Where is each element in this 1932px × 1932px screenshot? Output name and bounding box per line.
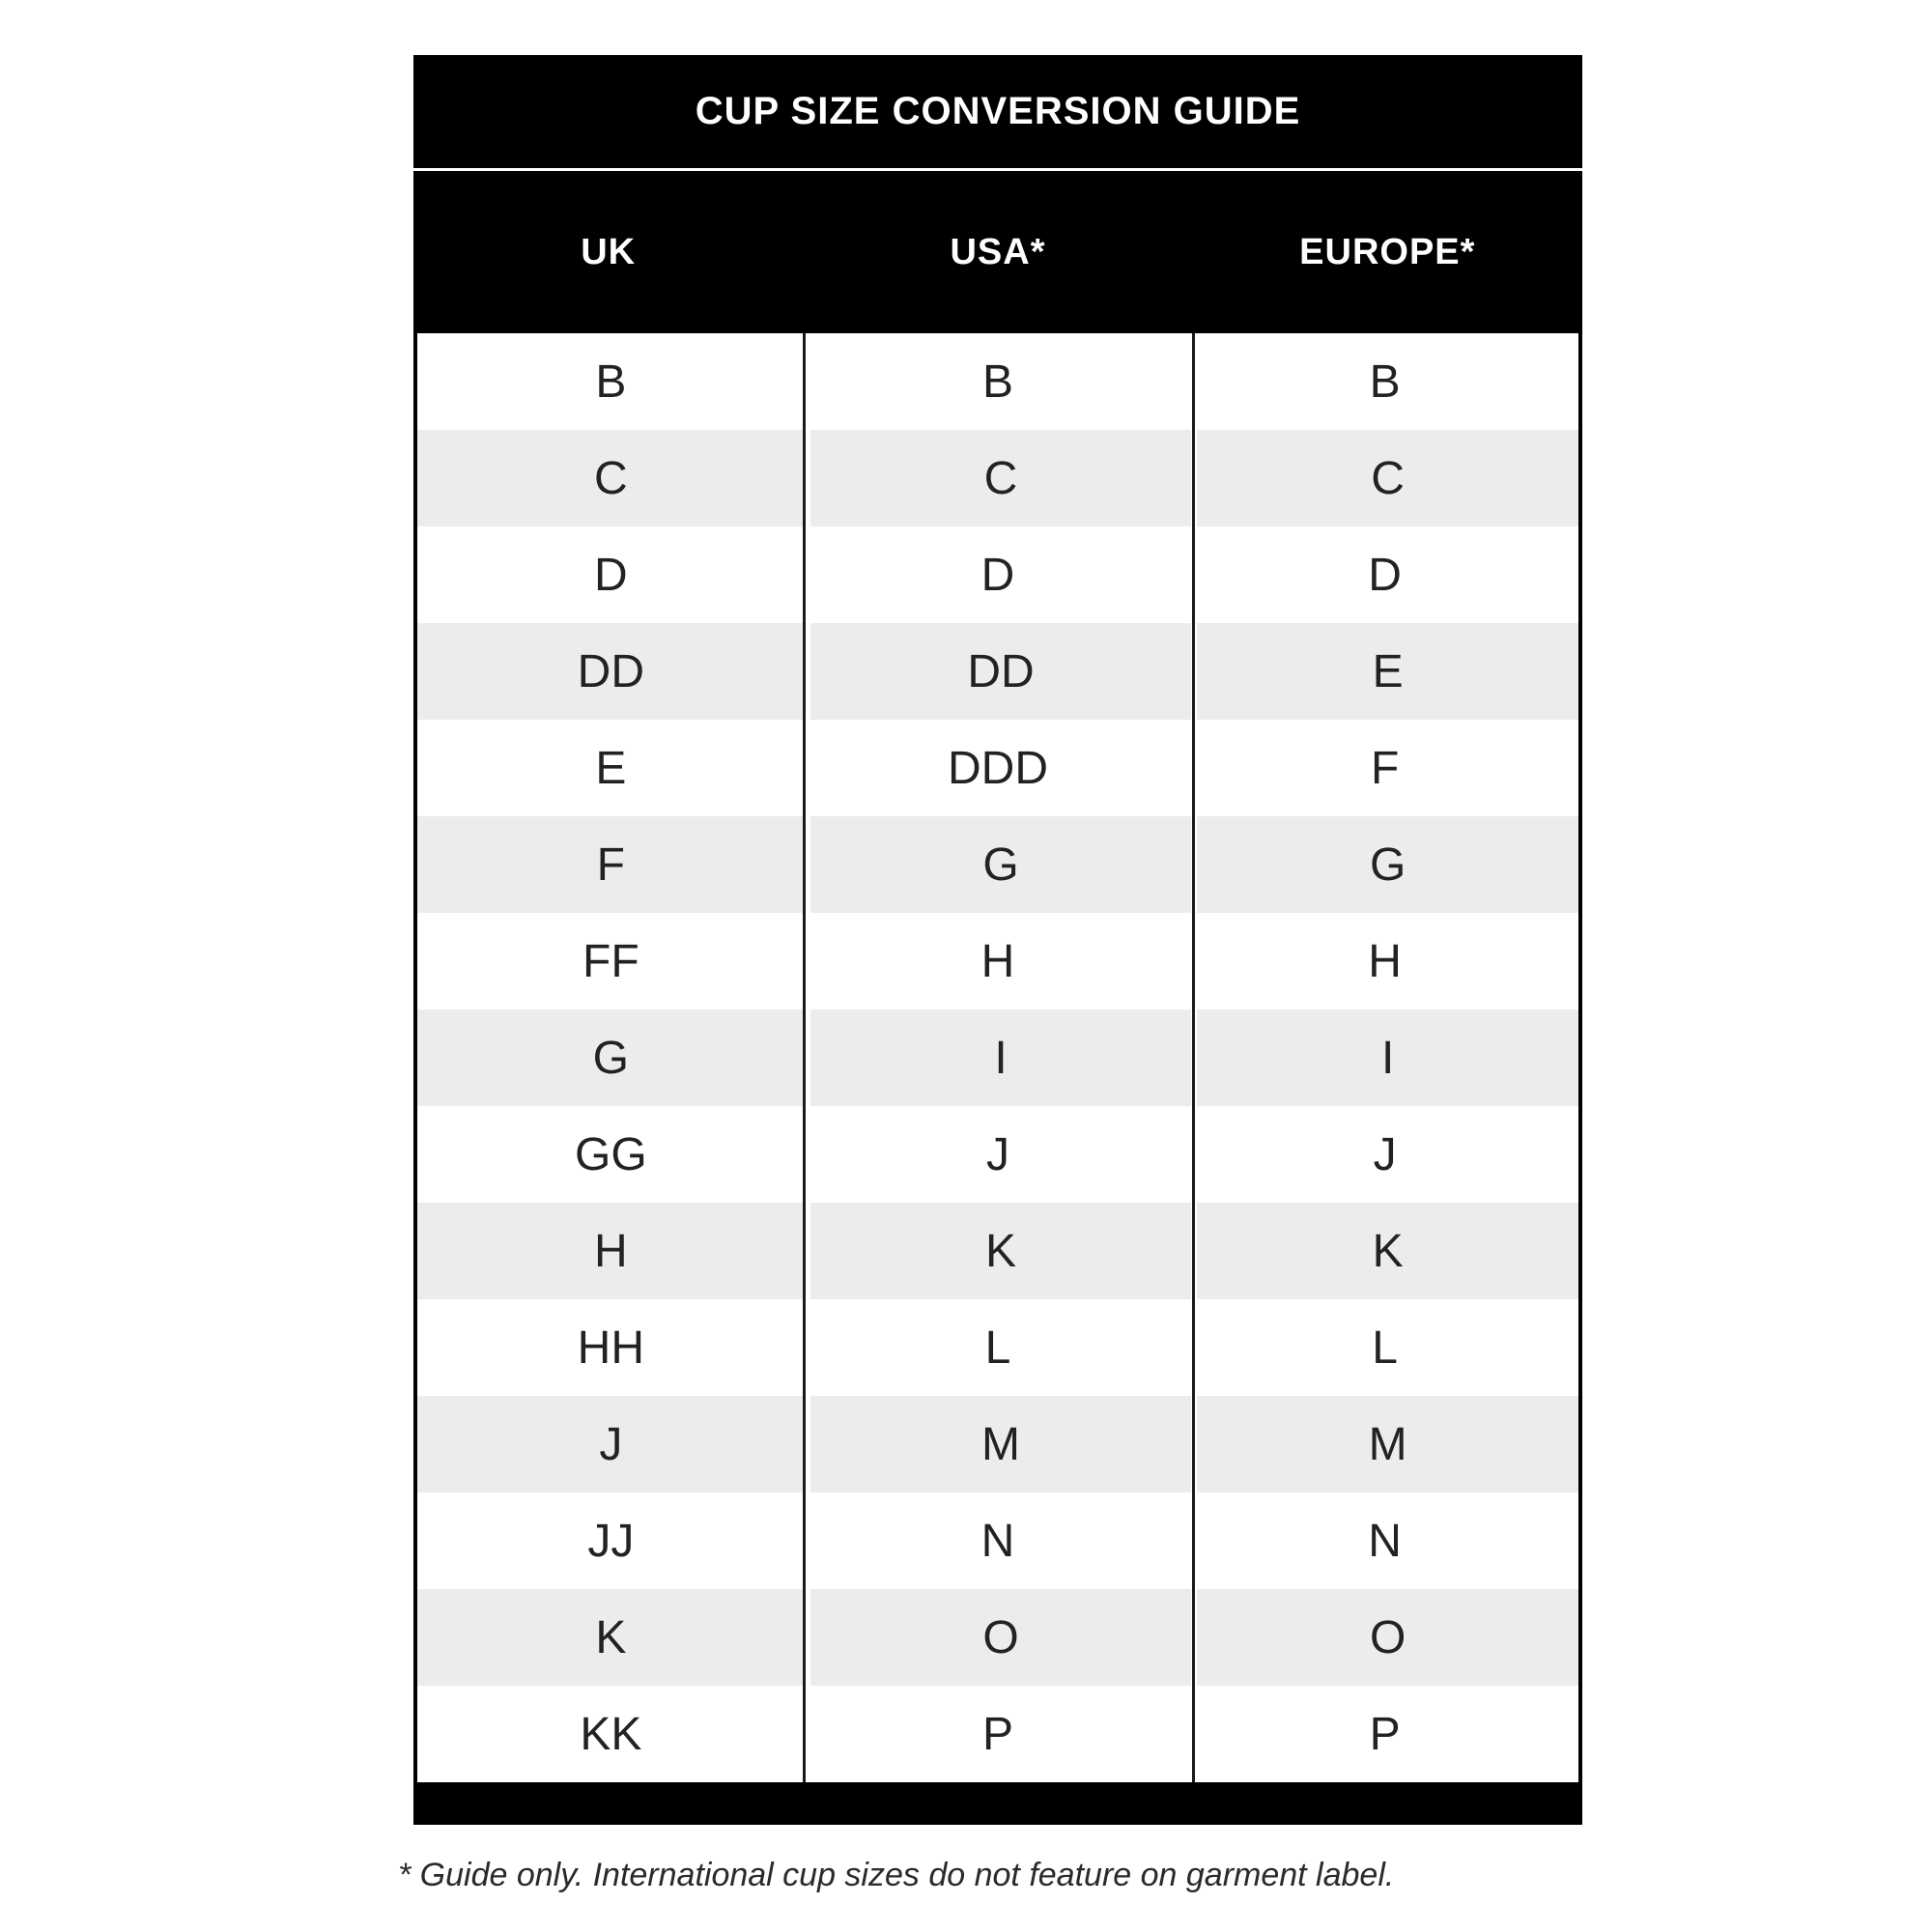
- cell-uk: DD: [417, 623, 805, 720]
- cell-uk: D: [593, 549, 628, 601]
- cell-uk: HH: [577, 1321, 644, 1374]
- cell-uk: C: [417, 430, 805, 526]
- table-row: [417, 1299, 1578, 1396]
- cell-europe: F: [1370, 742, 1400, 794]
- header-usa: USA*: [950, 231, 1046, 272]
- cell-uk: JJ: [587, 1515, 635, 1567]
- table-row: [417, 333, 1578, 430]
- cell-europe: E: [1191, 623, 1578, 720]
- cell-uk: F: [417, 816, 805, 913]
- cell-uk: KK: [580, 1708, 642, 1760]
- cell-uk: E: [595, 742, 627, 794]
- cell-usa: DD: [805, 623, 1192, 720]
- cell-usa: C: [805, 430, 1192, 526]
- cell-uk: B: [595, 355, 627, 408]
- table-row: [417, 1589, 1578, 1686]
- table-row: [417, 1396, 1578, 1492]
- table-row: [417, 526, 1578, 623]
- table-row: [417, 1106, 1578, 1203]
- table-row: [417, 913, 1578, 1009]
- footnote: * Guide only. International cup sizes do not feature on garment label.: [398, 1857, 1395, 1893]
- cell-uk: G: [417, 1009, 805, 1106]
- table-row: [417, 1009, 1578, 1106]
- cell-europe: B: [1369, 355, 1401, 408]
- cell-usa: G: [805, 816, 1192, 913]
- conversion-table: [413, 55, 1582, 1825]
- cell-uk: H: [417, 1203, 805, 1299]
- cell-europe: C: [1191, 430, 1578, 526]
- table-row: [417, 816, 1578, 913]
- table-row: [417, 720, 1578, 816]
- cell-uk: GG: [574, 1128, 647, 1180]
- cell-europe: J: [1373, 1128, 1397, 1180]
- cell-uk: J: [417, 1396, 805, 1492]
- cell-europe: P: [1369, 1708, 1401, 1760]
- cell-usa: M: [805, 1396, 1192, 1492]
- cell-usa: DDD: [947, 742, 1048, 794]
- table-row: [417, 430, 1578, 526]
- table-title: CUP SIZE CONVERSION GUIDE: [695, 90, 1301, 132]
- cell-usa: P: [981, 1708, 1013, 1760]
- cell-usa: L: [984, 1321, 1011, 1374]
- cell-uk: K: [417, 1589, 805, 1686]
- column-divider: [803, 333, 806, 1782]
- cell-europe: H: [1368, 935, 1402, 987]
- cell-europe: N: [1368, 1515, 1402, 1567]
- cell-uk: FF: [582, 935, 639, 987]
- column-divider: [1192, 333, 1195, 1782]
- table-row: [417, 1492, 1578, 1589]
- cell-europe: K: [1191, 1203, 1578, 1299]
- header-uk: UK: [581, 231, 637, 272]
- table-row: [417, 1686, 1578, 1782]
- cell-europe: M: [1191, 1396, 1578, 1492]
- header-row: [413, 171, 1582, 333]
- header-europe: EUROPE*: [1299, 231, 1476, 272]
- cell-usa: O: [805, 1589, 1192, 1686]
- cell-usa: K: [805, 1203, 1192, 1299]
- cell-europe: O: [1191, 1589, 1578, 1686]
- cell-usa: H: [980, 935, 1015, 987]
- table-body: [417, 333, 1578, 1782]
- cell-europe: G: [1191, 816, 1578, 913]
- cell-usa: D: [980, 549, 1015, 601]
- cell-usa: J: [985, 1128, 1009, 1180]
- cell-europe: D: [1368, 549, 1402, 601]
- cell-europe: L: [1372, 1321, 1398, 1374]
- table-row: [417, 1203, 1578, 1299]
- cell-usa: B: [981, 355, 1013, 408]
- table-row: [417, 623, 1578, 720]
- cell-usa: N: [980, 1515, 1015, 1567]
- cell-usa: I: [805, 1009, 1192, 1106]
- cell-europe: I: [1191, 1009, 1578, 1106]
